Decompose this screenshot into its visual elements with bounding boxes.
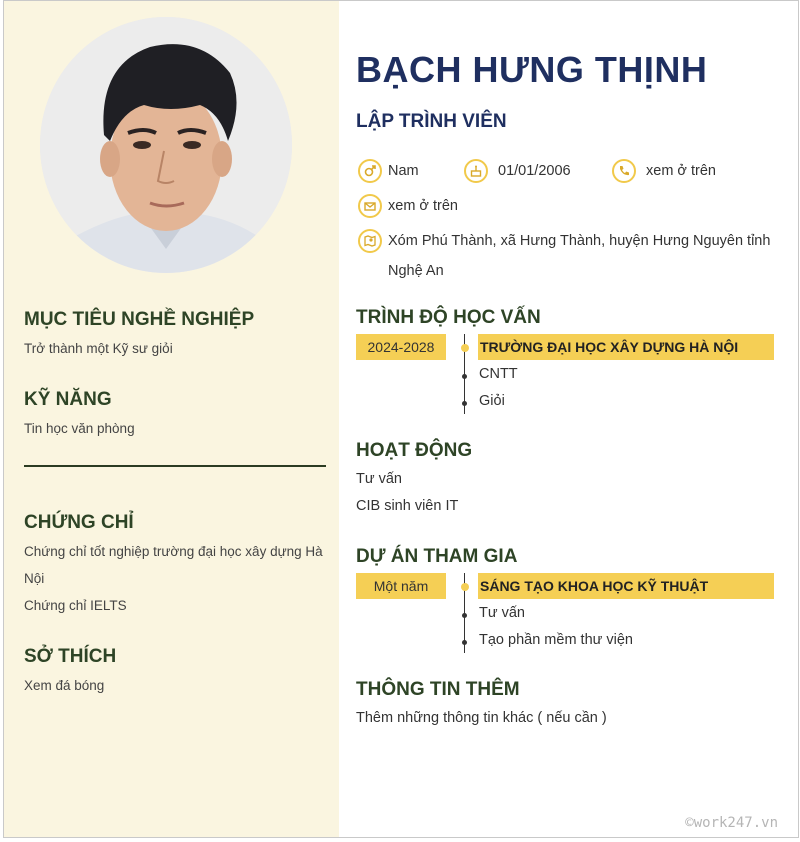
objective-title: MỤC TIÊU NGHỀ NGHIỆP	[24, 309, 255, 330]
phone-info	[612, 159, 716, 183]
bullet-dot	[462, 613, 467, 618]
more-info-title: THÔNG TIN THÊM	[356, 679, 520, 700]
gender-icon	[358, 159, 382, 183]
watermark: ©work247.vn	[685, 815, 778, 831]
skills-text: Tin học văn phòng	[24, 421, 135, 436]
email-info	[358, 194, 458, 218]
sidebar-divider	[24, 465, 326, 467]
projects-title: DỰ ÁN THAM GIA	[356, 546, 518, 567]
certificates-title: CHỨNG CHỈ	[24, 512, 134, 533]
person-name: BẠCH HƯNG THỊNH	[356, 49, 708, 90]
avatar-photo	[40, 17, 292, 273]
job-title: LẬP TRÌNH VIÊN	[356, 111, 507, 132]
address-info	[358, 229, 770, 286]
hobbies-text: Xem đá bóng	[24, 678, 105, 693]
timeline-dot	[461, 583, 469, 591]
activities-title: HOẠT ĐỘNG	[356, 440, 473, 461]
education-item: CNTT	[479, 366, 518, 382]
dob-info	[464, 159, 571, 183]
sidebar	[4, 1, 339, 837]
project-item: Tạo phần mềm thư viện	[479, 632, 633, 648]
project-item: Tư vấn	[479, 605, 525, 621]
objective-section	[24, 309, 329, 362]
dob-text: 01/01/2006	[498, 163, 571, 179]
bullet-dot	[462, 374, 467, 379]
certificate-item: Chứng chỉ IELTS	[24, 598, 127, 613]
education-item: Giỏi	[479, 393, 505, 409]
map-icon	[358, 229, 382, 253]
certificates-section	[24, 512, 329, 619]
cv-page	[3, 0, 799, 838]
address-line-2: Nghệ An	[388, 263, 444, 279]
project-name: SÁNG TẠO KHOA HỌC KỸ THUẬT	[478, 573, 774, 599]
bullet-dot	[462, 640, 467, 645]
certificate-item: Chứng chỉ tốt nghiệp trường đại học xây dựng Hà	[24, 544, 323, 559]
more-info-text: Thêm những thông tin khác ( nếu cần )	[356, 710, 607, 726]
hobbies-section	[24, 646, 329, 699]
gender-info	[358, 159, 419, 183]
mail-icon	[358, 194, 382, 218]
certificate-item: Nội	[24, 571, 45, 586]
bullet-dot	[462, 401, 467, 406]
hobbies-title: SỞ THÍCH	[24, 646, 117, 667]
education-school: TRƯỜNG ĐẠI HỌC XÂY DỰNG HÀ NỘI	[478, 334, 774, 360]
phone-text: xem ở trên	[646, 163, 716, 179]
birthday-cake-icon	[464, 159, 488, 183]
timeline-dot	[461, 344, 469, 352]
activity-item: Tư vấn	[356, 471, 402, 487]
objective-text: Trở thành một Kỹ sư giỏi	[24, 341, 173, 356]
skills-section	[24, 389, 329, 442]
address-line-1: Xóm Phú Thành, xã Hưng Thành, huyện Hưng Nguyên tỉnh	[388, 233, 771, 249]
gender-text: Nam	[388, 163, 419, 179]
project-period: Một năm	[356, 573, 446, 599]
phone-icon	[612, 159, 636, 183]
activity-item: CIB sinh viên IT	[356, 498, 459, 514]
education-period: 2024-2028	[356, 334, 446, 360]
education-title: TRÌNH ĐỘ HỌC VẤN	[356, 307, 541, 328]
skills-title: KỸ NĂNG	[24, 389, 112, 410]
email-text: xem ở trên	[388, 198, 458, 214]
